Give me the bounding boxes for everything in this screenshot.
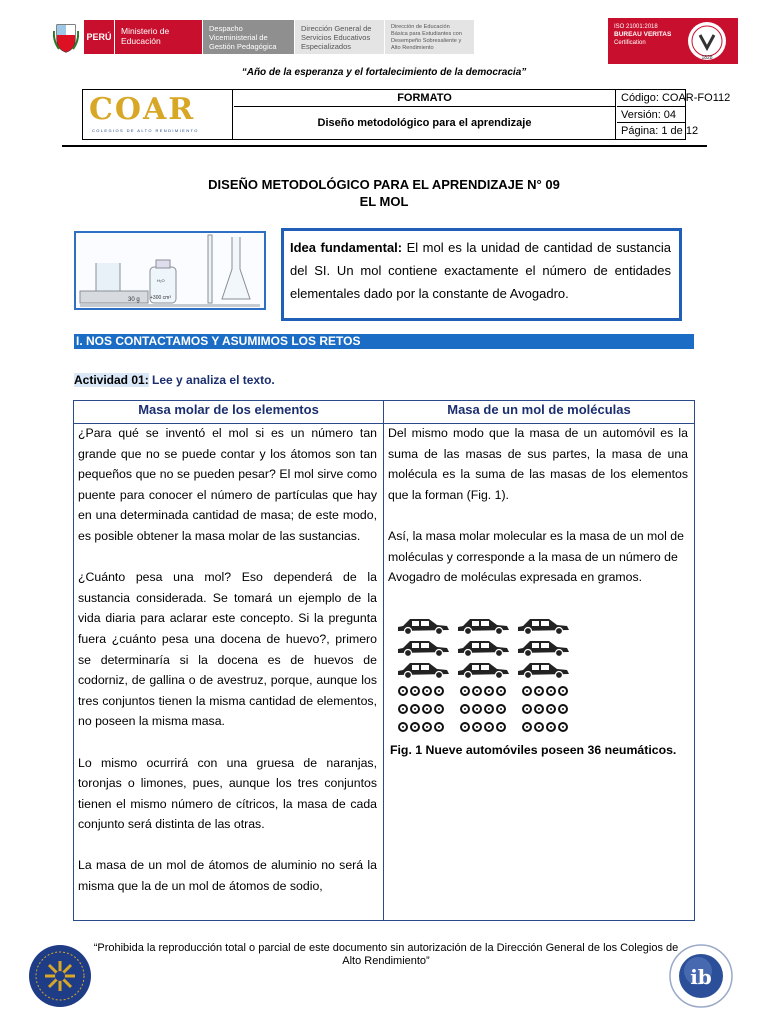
car-icon xyxy=(515,636,571,657)
viceministry-label: Despacho Viceministerial de Gestión Pedagógica xyxy=(202,20,294,54)
peru-coat-of-arms-icon xyxy=(52,20,80,54)
copyright-notice: “Prohibida la reproducción total o parcial de este documento sin autorización de la Dirección General de los Colegios de Alto Rendimiento” xyxy=(93,942,679,967)
cert-seal-year: 1828 xyxy=(701,55,713,61)
tire-icon xyxy=(472,722,482,732)
figure-caption: Fig. 1 Nueve automóviles poseen 36 neumáticos. xyxy=(390,743,677,757)
cert-standard: ISO 21001:2018 xyxy=(614,24,658,30)
tire-icon xyxy=(546,704,556,714)
ib-label: ib xyxy=(690,965,712,989)
tire-group xyxy=(522,704,568,722)
car-row xyxy=(395,658,575,679)
tire-icon xyxy=(422,722,432,732)
tire-icon xyxy=(398,686,408,696)
car-icon xyxy=(455,658,511,679)
bureau-veritas-certification xyxy=(608,18,738,64)
car-row xyxy=(395,636,575,657)
tire-group xyxy=(398,722,444,740)
tire-icon xyxy=(422,704,432,714)
tire-icon xyxy=(410,704,420,714)
tire-icon xyxy=(434,686,444,696)
car-icon xyxy=(515,658,571,679)
right-column-header: Masa de un mol de moléculas xyxy=(447,402,631,417)
tire-icon xyxy=(484,704,494,714)
tire-icon xyxy=(558,722,568,732)
format-version: Versión: 04 xyxy=(621,109,677,121)
bottle-label: H₂O xyxy=(157,278,165,283)
tire-row xyxy=(398,722,578,740)
key-idea-label: Idea fundamental: xyxy=(290,240,403,255)
tire-icon xyxy=(522,722,532,732)
tire-icon xyxy=(398,704,408,714)
tire-group xyxy=(460,704,506,722)
peru-label: PERÚ xyxy=(84,20,114,54)
activity-label: Actividad 01: xyxy=(74,373,149,387)
tire-icon xyxy=(410,722,420,732)
right-paragraph: moléculas y corresponde a la masa de un número de Avogadro de moléculas expresada en gramos. xyxy=(388,549,678,585)
tire-icon xyxy=(460,686,470,696)
lab-equipment-illustration xyxy=(74,231,266,310)
car-icon xyxy=(455,614,511,635)
tire-icon xyxy=(460,722,470,732)
tire-icon xyxy=(558,704,568,714)
right-paragraph: Del mismo modo que la masa de un automóvil es la suma de las masas de sus partes, la masa de una molécula es la suma de las masas de los elementos que la forman (Fig. 1). xyxy=(388,426,688,502)
car-icon xyxy=(515,614,571,635)
tire-icon xyxy=(422,686,432,696)
ministry-label: Ministerio de Educación xyxy=(114,20,202,54)
left-column-text xyxy=(78,423,377,917)
tire-icon xyxy=(434,704,444,714)
tire-icon xyxy=(534,704,544,714)
tire-icon xyxy=(434,722,444,732)
tire-icon xyxy=(472,704,482,714)
document-title: DISEÑO METODOLÓGICO PARA EL APRENDIZAJE N° 09 xyxy=(208,177,560,192)
car-icon xyxy=(455,636,511,657)
coar-logo-text: COAR xyxy=(89,92,196,127)
left-paragraph: Lo mismo ocurrirá con una gruesa de naranjas, toronjas o limones, pues, aunque los tres conjuntos tienen el mismo número de cítricos, la masa de cada conjunto será distinta de las otras. xyxy=(78,755,377,832)
education-direction-label: Dirección de Educación Básica para Estudiantes con Desempeño Sobresaliente y Alto Rendimiento xyxy=(384,20,474,54)
format-code: Código: COAR-FO112 xyxy=(621,92,731,104)
coar-logo-subtitle: COLEGIOS DE ALTO RENDIMIENTO xyxy=(92,128,199,133)
document-subtitle: EL MOL xyxy=(359,194,409,209)
header-divider xyxy=(62,145,707,147)
key-idea-box xyxy=(281,228,682,321)
right-column-text xyxy=(388,423,688,588)
table-column-divider xyxy=(383,401,384,921)
general-direction-label: Dirección General de Servicios Educativos Especializados xyxy=(294,20,384,54)
tire-icon xyxy=(496,704,506,714)
tire-icon xyxy=(522,686,532,696)
activity-instruction: Lee y analiza el texto. xyxy=(148,373,275,387)
cars-figure xyxy=(395,614,575,680)
tire-icon xyxy=(534,722,544,732)
bureau-veritas-seal-icon xyxy=(676,18,738,64)
cert-body: BUREAU VERITAS xyxy=(614,31,672,38)
tire-group xyxy=(460,686,506,704)
tire-icon xyxy=(522,704,532,714)
tire-group xyxy=(522,686,568,704)
activity-heading xyxy=(74,373,275,387)
tire-icon xyxy=(398,722,408,732)
coar-emblem-icon xyxy=(27,943,93,1009)
ib-world-school-icon xyxy=(668,943,734,1009)
coar-logo xyxy=(83,90,233,139)
format-type: FORMATO xyxy=(234,90,616,107)
format-page: Página: 1 de 12 xyxy=(621,125,699,137)
volume-label: +300 cm³ xyxy=(150,295,171,301)
car-row xyxy=(395,614,575,635)
tire-row xyxy=(398,704,578,722)
tire-icon xyxy=(558,686,568,696)
tire-group xyxy=(398,704,444,722)
tire-icon xyxy=(496,722,506,732)
car-icon xyxy=(395,614,451,635)
cert-type: Certification xyxy=(614,40,646,46)
tire-icon xyxy=(484,686,494,696)
left-paragraph: ¿Para qué se inventó el mol si es un número tan grande que no se puede contar y los átomos son tan pequeños que no se pueden pesar? El mol sirve como puente para conocer el número de partículas que hay en una determinada cantidad de masa; de este modo, es posible obtener la masa molar de las sustancias. xyxy=(78,426,377,543)
car-icon xyxy=(395,658,451,679)
tire-icon xyxy=(460,704,470,714)
tires-figure xyxy=(398,686,578,740)
left-paragraph: ¿Cuánto pesa una mol? Eso dependerá de la sustancia considerada. Se tomará un ejemplo de la vida diaria para aclarar este concepto. Si la pregunta fuera ¿cuánto pesa una docena de huevo?, primero se determinaría si la docena es de huevos de codorniz, de gallina o de avestruz, porque, aunque los tres conjuntos tienen la misma cantidad de elementos, no poseen la misma masa. xyxy=(78,570,377,729)
right-paragraph: Así, la masa molar molecular es la masa de un mol de xyxy=(388,528,684,543)
left-column-header: Masa molar de los elementos xyxy=(138,402,319,417)
car-icon xyxy=(395,636,451,657)
tire-icon xyxy=(546,686,556,696)
section-heading: I. NOS CONTACTAMOS Y ASUMIMOS LOS RETOS xyxy=(74,334,694,349)
year-motto: “Año de la esperanza y el fortalecimiento de la democracia” xyxy=(241,67,527,78)
tire-row xyxy=(398,686,578,704)
tire-icon xyxy=(496,686,506,696)
left-paragraph: La masa de un mol de átomos de aluminio no será la misma que la de un mol de átomos de sodio, xyxy=(78,858,377,894)
tire-icon xyxy=(534,686,544,696)
scale-mass-label: 30 g xyxy=(128,297,140,303)
tire-icon xyxy=(472,686,482,696)
tire-icon xyxy=(410,686,420,696)
reading-table xyxy=(73,400,695,921)
format-header-table xyxy=(82,89,731,140)
tire-group xyxy=(460,722,506,740)
tire-group xyxy=(522,722,568,740)
ministry-logo-bar xyxy=(52,20,474,54)
key-idea-text: El mol es la unidad de cantidad de sustancia del SI. Un mol contiene exactamente el número de entidades elementales dado por la constante de Avogadro. xyxy=(290,240,671,301)
tire-group xyxy=(398,686,444,704)
tire-icon xyxy=(484,722,494,732)
tire-icon xyxy=(546,722,556,732)
format-name: Diseño metodológico para el aprendizaje xyxy=(234,107,616,139)
